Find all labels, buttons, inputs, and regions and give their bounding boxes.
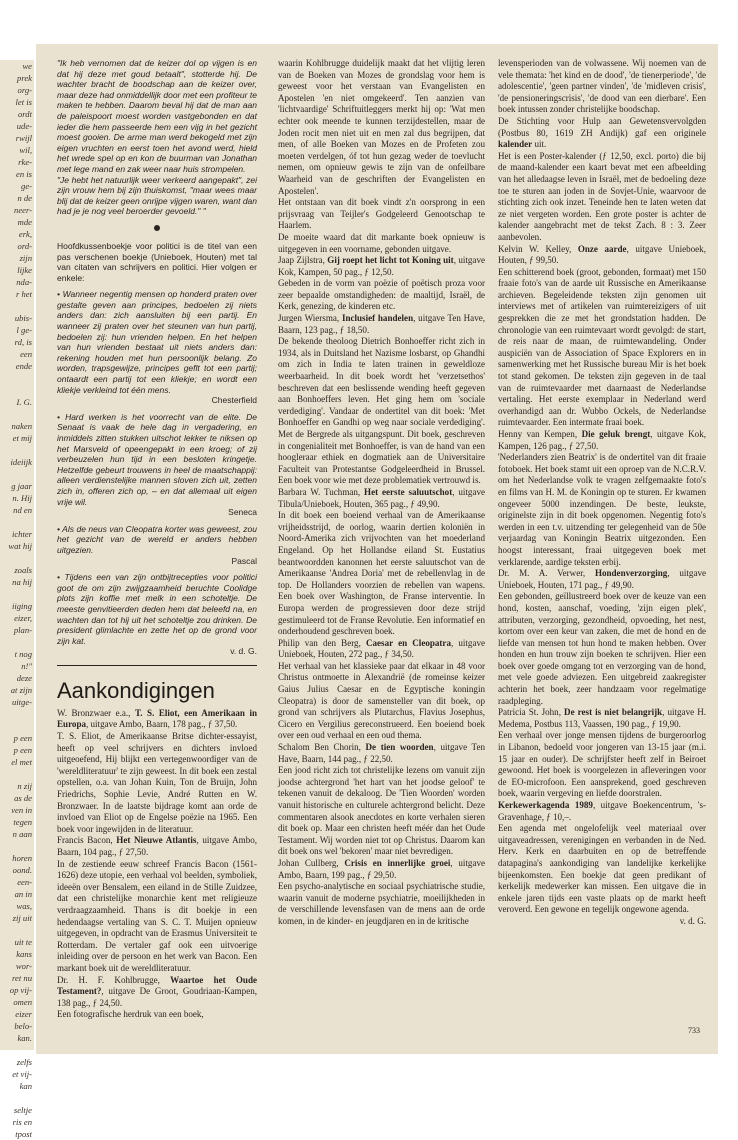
bleed-line: p een [13,733,32,743]
bleed-line: we [22,61,32,71]
bleed-line: wor- [15,961,32,971]
book-title: Hondenverzorging [594,568,668,579]
bleed-line: wat hij [8,541,32,551]
bleed-line: nd en [13,505,32,515]
bleed-line: ven in [11,805,32,815]
bleed-line: naken [11,421,32,431]
bleed-line: ubis- [14,313,32,323]
quotes-intro: Hoofdkussenboekje voor politici is de titel van een pas verschenen boekje (Unieboek, Houten) met tal van citaten van schrijvers en politici. Hier volgen er enkele: [57,240,257,283]
bleed-line: as de [14,793,32,803]
paragraph: Het is een Poster-kalender (ƒ 12,50, excl. porto) die bij de maand-kalender een kaart bevat met een afbeelding van het alledaagse leven in Israël, met de bedoeling deze toe te sturen aan joden in de Sovjet-Unie, waarvoor de stichting zich ook inzet. Teneinde hen te laten weten dat ze niet vergeten worden. Een grote poster is achter de kalender aangebracht met de tekst Zach. 8 : 3. Zeer aanbevolen. [498,150,706,242]
book-title: Die geluk brengt [581,429,651,439]
book-title: Het Nieuwe Atlantis [116,835,197,846]
bleed-line: en is [16,169,32,179]
announcement-heading: Kelvin W. Kelley, Onze aarde, uitgave Unieboek, Houten, ƒ 99,50. [498,243,706,266]
bleed-line: nda- [16,277,32,287]
bleed-line [0,444,34,456]
announcement-text: In dit boek een boeiend verhaal van de Amerikaanse vrijheidsstrijd, de oorlog, waarin dertien koloniën in Noord-Amerika zich vrijvochten van het moederland Engeland. Op het Hollandse eiland St. Eustatius beantwoordden kanonnen het eerste saluutschot van de Amerikaanse 'Andrea Doria' met de rebellenvlag in de top. De Hollanders voorzien de rebellen van wapens. Een boek over Washington, de Franse interventie. In Europa werden de progressieven door deze strijd gestimuleerd tot de Franse Revolutie. Een informatief en onderhoudend geschreven boek. [278,510,485,637]
announcement-text: Het verhaal van het klassieke paar dat elkaar in 48 voor Christus ontmoette in Alexandrië (de romeinse keizer Gaius Julius Caesar en de Egyptische koningin Cleopatra) is door de samensteller van dit boek, op grond van schrijvers als Plutarchus, Flavius Josephus, Cicero en Vergilius gereconstrueerd. Een boeiend boek over een oud verhaal en een oud thema. [278,660,485,741]
section-title: Aankondigingen [57,677,215,703]
bleed-line [0,300,34,312]
book-title: De tien woorden [365,742,434,753]
bleed-line: ude- [16,121,32,131]
citation-1-author: Chesterfield [211,395,257,406]
citation-4: • Tijdens een van zijn ontbijtrecepties voor politici goot de om zijn zwijgzaamheid beruchte Coolidge plots zijn koffie met melk in een schoteltje. De meeste genvitieerden deden hem dat beleefd na, en wachten dan tot hij uit het schoteltje zou drinken. De president glimlachte en zette het op de grond voor zijn kat. [57,572,257,646]
announcement-heading: Jurgen Wiersma, Inclusief handelen, uitgave Ten Have, Baarn, 123 pag., ƒ 18,50. [278,313,485,335]
book-title: De rest is niet belangrijk [564,707,663,718]
bleed-line: et vij- [12,1069,32,1079]
bleed-line: plan- [13,625,32,635]
product-title: kalender [498,139,533,150]
announcement-heading: Francis Bacon, Het Nieuwe Atlantis, uitgave Ambo, Baarn, 104 pag., ƒ 27,50. [57,835,258,857]
signature: v. d. G. [230,646,257,657]
bleed-line [0,384,34,396]
bleed-line: eizer [15,1009,32,1019]
bleed-line: et mij [12,433,32,443]
bleed-line: zij uit [12,913,32,923]
announcement-text: Gebeden in de vorm van poëzie of poëtisch proza voor zeer bepaalde omstandigheden: de maaltijd, Israël, de Kerk, genezing, de kinderen etc. [278,278,485,312]
bleed-line: kan. [17,1033,32,1043]
bleed-line: wil, [19,145,32,155]
story-quote-1: "Ik heb vernomen dat de keizer dol op vijgen is en dat hij deze met goud betaalt", stotterde hij. De wachter bracht de boodschap aan de keizer over, maar deze had onmiddellijk door met een profiteur te maken te hebben. Daarom beval hij dat de man aan de paleispoort moest worden vastgebonden en dat ieder die hem passeerde hem een vijg in het gezicht moest gooien. De arme man werd bekogeld met zijn eigen vruchten en eerst toen het avond werd, hield het wrede spel op en kon de buurman van Jonathan met lege mand en zak weer naar huis strompelen. [57,58,257,174]
bleed-line [0,924,34,936]
announcement-text: Een verhaal over jonge mensen tijdens de burgeroorlog in Libanon, bedoeld voor jongeren van 13-15 jaar (m.i. 15 jaar en ouder). De schrijfster heeft zelf in Beiroet gewoond. Het boek is voorgelezen in afleveringen voor de EO-microfoon. Een aansprekend, goed geschreven boek, waarin vergeving en liefde doorstralen. [498,730,706,799]
bleed-line: rd, is [14,337,32,347]
bleed-line: p een [13,745,32,755]
bleed-line: n aan [12,829,32,839]
story-quote-2: "Je hebt het natuurlijk weer verkeerd aangepakt", zei zijn vrouw hem bij zijn thuiskomst, "maar wees maar blij dat de keizer geen onrijpe vijgen waren, want dan had je je nog veel beroerder gevoeld." " [57,174,257,217]
announcement-heading: Jaap Zijlstra, Gij roept het licht tot Koning uit, uitgave Kok, Kampen, 50 pag., ƒ 12,50. [278,255,485,277]
bleed-line: n!" [21,661,32,671]
bleed-line: r het [16,289,32,299]
bleed-line: deze [16,673,32,683]
paragraph: De Stichting voor Hulp aan Gewetensvervolgden (Postbus 80, 1619 ZH Andijk) gaf een originele kalender uit. [498,115,706,150]
bleed-line: ris en [12,1117,32,1127]
announcement-heading: Philip van den Berg, Caesar en Cleopatra, uitgave Unieboek, Houten, 272 pag., ƒ 34,50. [278,637,485,660]
bleed-line: seltje [13,1105,32,1115]
bleed-line: zelfs [16,1057,32,1067]
bleed-line: uitge- [11,697,32,707]
bleed-line: uit te [14,937,32,947]
announcement-text: In de zestiende eeuw schreef Francis Bacon (1561-1626) deze utopie, een verhaal vol beelden, symboliek, ideeën over Bensalem, een eiland in de Stille Zuidzee, dat een christelijke monarchie kent met religieuze verdraagzaamheid. Thans is dit boekje in een hedendaagse vertaling van S. C. T. Muijen opnieuw uitgegeven, in opdracht van de Erasmus Universiteit te Rotterdam. De vertaler gaf ook een uitvoerige inleiding over de persoon en het werk van Bacon. Een markant boek uit de wereldliteratuur. [57,858,257,973]
citation-2: • Hard werken is het voorrecht van de elite. De Senaat is vaak de hele dag in vergadering, en inmiddels zitten stukken uitschot lekker te niksen op het Marsveld of opeengepakt in een kroeg; of zij verbeuzelen hun tijd in een besloten kringetje. Hetzelfde gebeurt trouwens in heel de maatschappij: alleen verdienstelijke mannen sloven zich uit, zetten zich in, offeren zich op, – en dat allemaal uit eigen vrije wil. [57,411,257,507]
announcement-heading: Johan Cullberg, Crisis en innerlijke groei, uitgave Ambo, Baarn, 199 pag., ƒ 29,50. [278,857,486,880]
announcement-text: Een jood richt zich tot christelijke lezens om vanuit zijn joodse achtergrond 'het hart van het joodse geloof' te tekenen vanuit de dekaloog. De 'Tien Woorden' worden vanuit historische en culturele achtergrond belicht. Deze commentaren alsook anecdotes en korte verhalen sieren dit boek op. Maar een christen heeft méér dan het Oude Testament. Wij worden niet tot op Christus. Daarom kan dit boek ons wel 'bekoren' maar niet bevredigen. [278,765,485,857]
bleed-line [0,720,34,732]
announcement-heading: Barbara W. Tuchman, Het eerste saluutschot, uitgave Tibula/Unieboek, Houten, 365 pag., ƒ 49,90. [278,486,485,509]
bleed-line [0,708,34,720]
bleed-line: lijke [17,265,32,275]
bleed-line: een [20,349,32,359]
book-title: Waartoe het Oude Testament? [57,974,257,997]
bleed-line: belo- [14,1021,32,1031]
bleed-line: let is [15,97,32,107]
bleed-line: tegen [13,817,32,827]
bleed-line [0,588,34,600]
column-2 [278,58,485,928]
adjacent-page-bleed [0,60,34,1139]
announcement-heading: Kerkewerkagenda 1989, uitgave Boekencentrum, 's-Gravenhage, ƒ 10,–. [498,800,706,822]
bleed-line: ret nu [12,973,32,983]
book-title: T. S. Eliot, een Amerikaan in Europa [57,707,257,730]
book-title: Caesar en Cleopatra [365,637,451,648]
bleed-line [0,636,34,648]
announcement-heading: Patricia St. John, De rest is niet belangrijk, uitgave H. Medema, Postbus 113, Vaassen, 190 pag., ƒ 19,90. [498,707,706,729]
bleed-line: ordt [17,109,32,119]
bleed-line: omen [13,997,32,1007]
bleed-line: na hij [12,577,32,587]
announcement-heading: W. Bronzwaer e.a., T. S. Eliot, een Amerikaan in Europa, uitgave Ambo, Baarn, 178 pag., ƒ 37,50. [57,707,257,730]
book-title: Onze aarde [577,243,627,254]
bleed-line: prek [17,73,32,83]
bleed-line [0,516,34,528]
bleed-line: ge- [21,181,32,191]
citation-2-author: Seneca [228,507,257,518]
column-1 [57,58,257,1021]
bleed-line: horen [12,853,32,863]
signature: v. d. G. [679,915,706,926]
bleed-line: eizer, [14,613,32,623]
bleed-line: el met [11,757,32,767]
bleed-line: zoals [14,565,32,575]
announcement-heading: Dr. H. F. Kohlbrugge, Waartoe het Oude Testament?, uitgave De Groot, Goudriaan-Kampen, 138 pag., ƒ 24,50. [57,974,257,1008]
paragraph: levensperioden van de volwassene. Wij noemen van de vele themata: 'het kind en de dood', 'de tienerperiode', 'de adolescentie', 'geen partner vinden', 'de 'midleven crisis', 'de pensioneringscrisis', 'de dood van een dierbare'. Een boek intussen zonder christelijke boodschap. [498,58,706,115]
bleed-line [0,552,34,564]
announcement-text: De bekende theoloog Dietrich Bonhoeffer richt zich in 1934, als in Duitsland het Nazisme losbarst, op Ghandhi om zich in India te laten trainen in geweldloze weerbaarheid. In dit boek wordt het 'verzetsethos' beschreven dat een beslissende wending heeft gegeven aan Bonhoeffers leven. Het ging hem om 'sociale verdediging'. Vandaar de ondertitel van dit boek: 'Met Bonhoeffer en Gandhi op weg naar sociale verdediging'. Met de Bergrede als uitgangspunt. Dit boek, geschreven in congenialiteit met Bonhoeffer, is van de hand van een hoogleraar ethiek en dogmatiek aan de Universitaire Faculteit van Protestantse Godgeleerdheid in Brussel. Een boek voor wie met deze problematiek vertrouwd is. [278,336,485,486]
bleed-line: was, [16,901,32,911]
bleed-line: I. G. [16,397,32,407]
bleed-line: an in [14,889,32,899]
bleed-line: rwijl [15,133,32,143]
book-title: Gij roept het licht tot Koning uit [327,255,454,266]
citation-3: • Als de neus van Cleopatra korter was geweest, zou het gezicht van de wereld er anders hebben uitgezien. [57,523,257,555]
bleed-line: org- [17,85,32,95]
announcement-text: Een psycho-analytische en sociaal psychiatrische studie, waarin vanuit de moderne psychiatrie, moeilijkheden in de verschillende levensfasen van de mens aan de orde komen, in de kinder- en jeugdjaren en in de kritische [278,881,485,926]
book-title: Het eerste saluutschot [364,486,453,497]
bleed-line: ideiijk [10,457,32,467]
bleed-line: kan [19,1081,32,1091]
announcement-text: 'Nederlanders zien Beatrix' is de ondertitel van dit fraaie fotoboek. Het boek stamt uit een oproep van de N.C.R.V. om het Nederlandse volk te vragen zelfgemaakte foto's en films van H. M. de Koningin op te sturen. Er kwamen ongeveer 5000 inzendingen. De beste, leukste, originelste zijn in dit boek opgenomen. Negentig foto's werden in een t.v. uitzending ter gelegenheid van de 50e verjaardag van Koningin Beatrix uitgezonden. Een hoogst interessant, fraai uitgegeven boek met verklarende, aardige teksten erbij. [498,452,706,567]
bleed-line: mde [17,217,32,227]
bleed-line [0,1092,34,1104]
bleed-line: oond. [12,865,32,875]
announcement-text: Een schitterend boek (groot, gebonden, formaat) met 150 fraaie foto's van de aarde uit Russische en Amerikaanse archieven. Begeleidende teksten zijn genomen uit interviews met of artikelen van ruimtereizigers of uit gesprekken die ze met het grondstation hadden. De chronologie van een ruimtevaart wordt gevolgd: de start, de reis naar de maan, de ruimtewandeling. Onder auspiciën van de Association of Space Explorers en in samenwerking met het Russische bureau Mir is het boek tot stand gekomen. De teksten zijn gegeven in de taal van de ruimtevaarder met daarnaast de Nederlandse vertaling. Het eerste exemplaar in Nederland werd overhandigd aan dr. Wubbo Ockels, de Nederlandse ruimtevaarder. Een intermate fraai boek. [498,266,706,428]
column-3 [498,58,706,928]
page-number: 733 [688,1026,700,1035]
bleed-line: n de [17,193,32,203]
paragraph: De moeite waard dat dit markante boek opnieuw is uitgegeven in een voorname, gebonden uitgave. [278,231,485,254]
paragraph: waarin Kohlbrugge duidelijk maakt dat het vlijtig leren van de Boeken van Mozes de grondslag voor hem is geweest voor het verstaan van Evangelisten en Apostelen 'en niet omgekeerd'. Ten aanzien van 'lichtvaardige' Schriftuitleggers merkt hij op: 'Wat men echter ook meende te kunnen terzijdestellen, maar de Joden rocit men niet uit en men zal dus begrijpen, dat men, of alle Boeken van Mozes en de Profeten zou moeten verdelgen, óf tot hun gezag weder de toevlucht nemen, om opnieuw gewis te zijn van de onfeilbare Waarheid van de geschriften der Evangelisten en Apostelen'. [278,58,485,196]
announcement-text: Een fotografische herdruk van een boek, [57,1009,204,1020]
bleed-line: neer- [14,205,32,215]
bleed-line: ende [15,361,32,371]
bleed-line: erk, [18,229,32,239]
bleed-line: zijn [19,253,32,263]
bleed-line: ord- [17,241,32,251]
bleed-line [0,768,34,780]
paragraph: Het ontstaan van dit boek vindt z'n oorsprong in een prijsvraag van Teijler's Godgeleerd Genootschap te Haarlem. [278,197,485,231]
bleed-line [0,1044,34,1056]
section-divider [57,665,257,666]
announcement-text: Een gebonden, geïllustreerd boek over de keuze van een hond, kosten, aanschaf, voeding, 'zijn eigen plek', attributen, verzorging, gezondheid, opvoeding, het nest, kortom over een keur van zaken, die met de hond en de liefde van mensen tot hun hond te maken hebben. Over honden en hun trouw zijn boeken te schrijven. Hier een boek over goede omgang tot en verzorging van de hond, met vele goede adviezen. Een uitgebreid zaakregister achterin het boek, zeer handzaam voor regelmatige raadpleging. [498,591,706,706]
bleed-line [0,372,34,384]
book-title: Crisis en innerlijke groei [344,857,451,868]
announcement-heading: Schalom Ben Chorin, De tien woorden, uitgave Ten Have, Baarn, 144 pag., ƒ 22,50. [278,742,485,764]
bleed-line: n. Hij [12,493,32,503]
bleed-line [0,840,34,852]
bleed-line: l ge- [16,325,32,335]
announcement-text: Een agenda met ongelofelijk veel materiaal over uitgaveadressen, verenigingen en verbanden in de Ned. Herv. Kerk en daarbuiten en op de betreffende datapagina's aankondiging van landelijke kerkelijke bijeenkomsten. Een boekje dat geen predikant of kerkelijk medewerker kan missen. Een uitgave die in enkele jaren tijds een vaste plaats op de markt heeft veroverd. Een gewone en tegelijk ongewone agenda. [498,823,706,915]
bleed-line: op vij- [9,985,32,995]
separator-dot [154,225,160,231]
bleed-line: n zij [17,781,32,791]
bleed-line: t nog [14,649,32,659]
bleed-line: rke- [18,157,32,167]
announcement-heading: Henny van Kempen, Die geluk brengt, uitgave Kok, Kampen, 126 pag., ƒ 27,50. [498,429,706,451]
bleed-line: iiging [11,601,32,611]
bleed-line: g jaar [11,481,32,491]
book-title: Kerkewerkagenda 1989 [498,800,593,810]
bleed-line: ichter [11,529,32,539]
bleed-line [0,408,34,420]
citation-1: • Wanneer negentig mensen op honderd praten over gestalte geven aan principes, bedoelen zij niets anders dan: zich aansluiten bij een partij. En wanneer zij praten over het steunen van hun partij, bedoelen zij: hun vrienden helpen. En het helpen van hun vrienden bestaat uit niets anders dan: rekening houden met hun persoonlijk belang. Zo worden, trapsgewijze, principes geflt tot een partij; ontaardt een partij tot een kliekje; en wordt een kliekje verkleind tot één mens. [57,289,257,395]
book-title: Inclusief handelen [341,313,414,324]
announcement-text: T. S. Eliot, de Amerikaanse Britse dichter-essayist, heeft op veel schrijvers en dichters invloed uitgeoefend, Hij blijkt een vertegenwoordiger van de 'wereldliteratuur' te zijn geweest. In dit boek een zestal opstellen, o.a. van Johan Kuin, Ton de Bruijn, John Friedrichs, Sophie Levie, André Rutten en W. Bronzwaer. In de laatste bijdrage komt aan orde de invloed van Eliot op de Engelse poëzie na 1965. Een boek voor ingewijden in de literatuur. [57,731,257,834]
citation-3-author: Pascal [231,555,257,566]
bleed-line: tpost [15,1129,32,1139]
bleed-line [0,468,34,480]
announcement-heading: Dr. M. A. Verwer, Hondenverzorging, uitgave Unieboek, Houten, 171 pag., ƒ 49,90. [498,568,706,590]
bleed-line: at zijn [10,685,32,695]
bleed-line: een- [17,877,32,887]
bleed-line: kans [16,949,32,959]
